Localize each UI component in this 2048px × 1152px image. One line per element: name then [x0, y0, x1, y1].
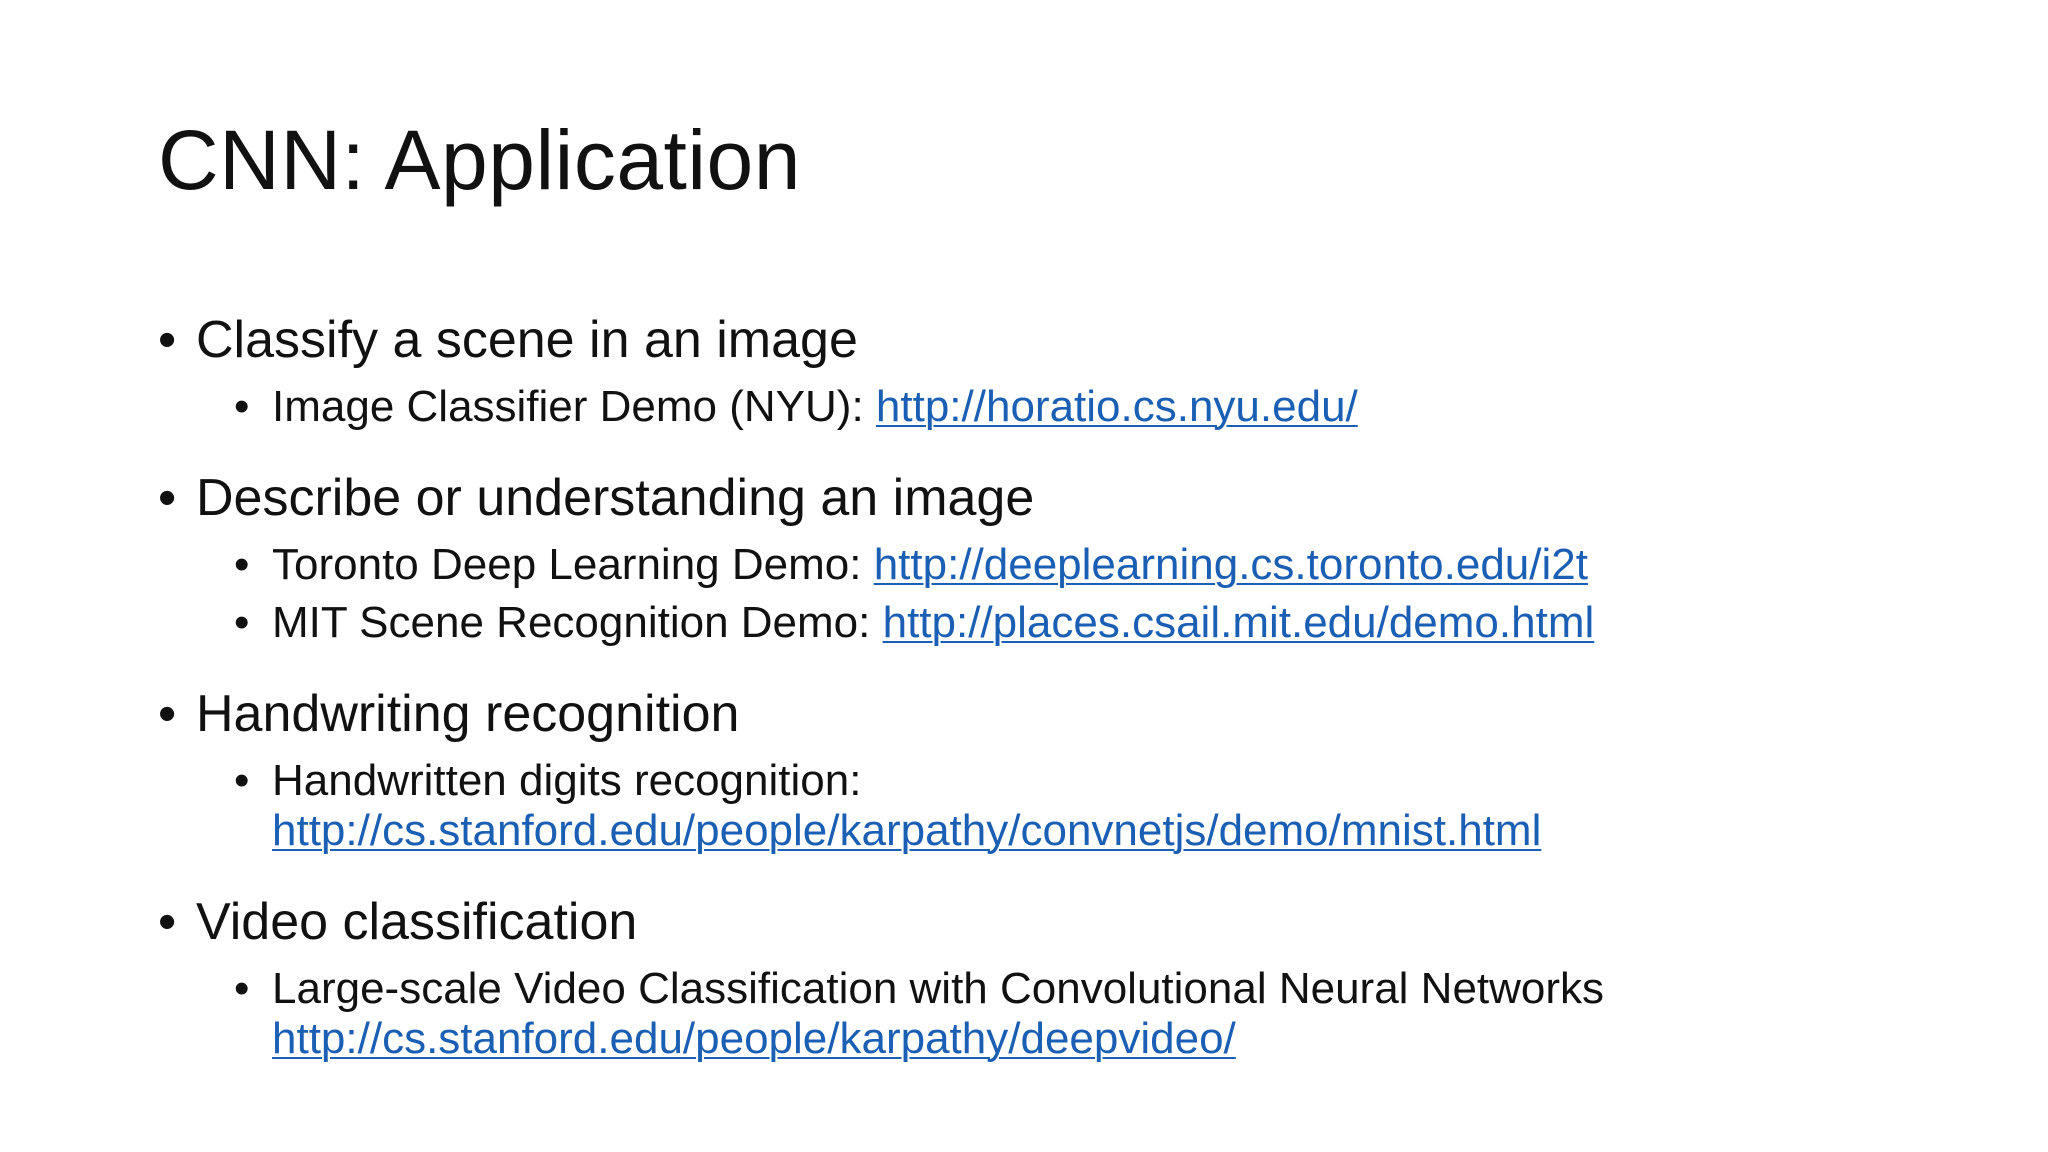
list-item-video-classification [158, 886, 2018, 1064]
bullet-icon: • [158, 311, 177, 369]
list-item-classify-scene [158, 304, 2018, 432]
list-item-describe-image [158, 462, 2018, 648]
list-item-handwriting [158, 678, 2018, 856]
nyu-demo-link[interactable]: http://horatio.cs.nyu.edu/ [875, 382, 1358, 431]
list-item-text: Video classification [196, 893, 638, 951]
sub-item-deepvideo [158, 964, 2018, 1064]
sub-item-toronto-demo [158, 540, 2018, 590]
sub-item-label: Large-scale Video Classification with Convolutional Neural Networks [272, 964, 1605, 1013]
deepvideo-link[interactable]: http://cs.stanford.edu/people/karpathy/deepvideo/ [272, 1014, 1236, 1063]
mnist-demo-link[interactable]: http://cs.stanford.edu/people/karpathy/convnetjs/demo/mnist.html [272, 806, 1542, 855]
bullet-icon: • [158, 469, 177, 527]
sub-item-mit-demo [158, 598, 2018, 648]
bullet-icon: • [158, 685, 177, 743]
sub-item-nyu-demo [158, 382, 2018, 432]
sub-bullet-icon: • [234, 756, 250, 805]
list-item-text: Describe or understanding an image [196, 469, 1035, 527]
list-item-text: Handwriting recognition [196, 685, 740, 743]
sub-bullet-icon: • [234, 382, 250, 431]
sub-bullet-icon: • [234, 598, 250, 647]
slide-title: CNN: Application [158, 113, 801, 207]
sub-item-label: Toronto Deep Learning Demo: [272, 540, 874, 589]
sub-item-label: Image Classifier Demo (NYU): [272, 382, 876, 431]
sub-item-label: Handwritten digits recognition: [272, 756, 862, 805]
mit-demo-link[interactable]: http://places.csail.mit.edu/demo.html [882, 598, 1595, 647]
sub-item-label: MIT Scene Recognition Demo: [272, 598, 883, 647]
bullet-icon: • [158, 893, 177, 951]
toronto-demo-link[interactable]: http://deeplearning.cs.toronto.edu/i2t [873, 540, 1588, 589]
sub-item-mnist-demo [158, 756, 2018, 856]
sub-bullet-icon: • [234, 540, 250, 589]
list-item-text: Classify a scene in an image [196, 311, 858, 369]
sub-bullet-icon: • [234, 964, 250, 1013]
bullet-list [158, 304, 2018, 1072]
